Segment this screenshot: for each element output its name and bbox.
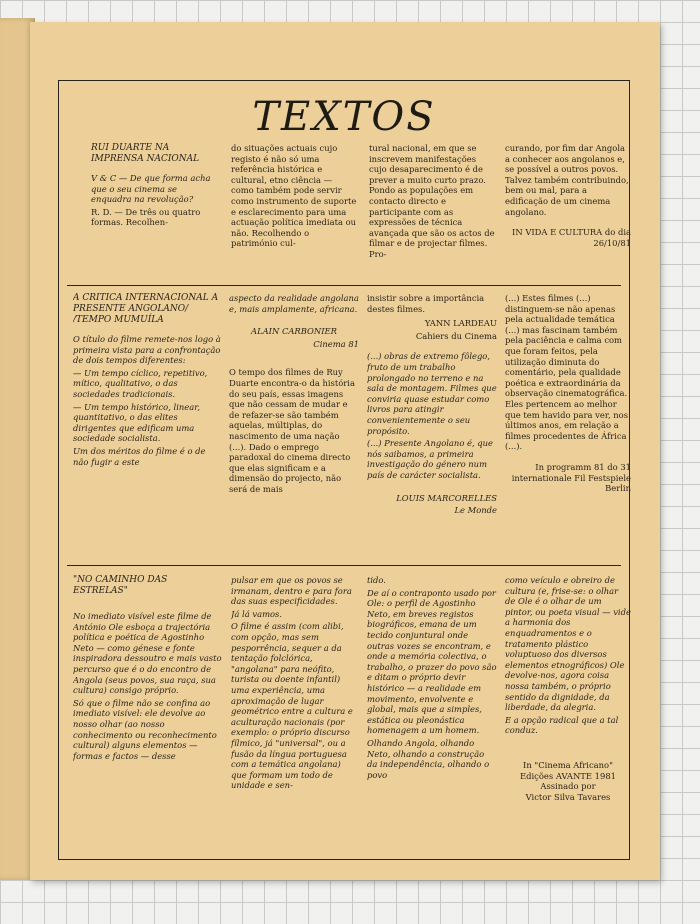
section1-heading: RUI DUARTE NA IMPRENSA NACIONAL — [91, 143, 200, 164]
section1-source: IN VIDA E CULTURA do dia 26/10/81 — [512, 227, 631, 248]
page-title: TEXTOS — [252, 94, 436, 140]
section1-col2-text: do situações actuais cujo registo é não só uma referência histórica e cultural, etno ciência — como também pode servir como instrumento de suporte e esclarecimento para uma actuação política imediata ou não. Recolhendo o património cul- — [231, 143, 357, 249]
magazine-page — [30, 22, 660, 880]
section3-col3 — [367, 575, 497, 782]
section1-col3-text: tural nacional, em que se inscrevem manifestações cujo desaparecimento é de prever a muito curto prazo. Pondo as populações em contacto directo e participante com as expressões de técnica avançada que são os actos de filmar e de projectar filmes. Pro- — [369, 143, 495, 259]
section2-col3-top: insistir sobre a importância destes filmes. — [367, 293, 485, 314]
divider — [67, 285, 621, 286]
section3-col1-p2: Só que o filme não se confina ao imediato visível: ele devolve ao nosso olhar (ao nosso conhecimento ou reconhecimento cultural) alguns elementos — formas e factos — desse — [73, 697, 217, 761]
section3-source-line2: Edições AVANTE 1981 — [520, 770, 616, 781]
section3-col1 — [73, 575, 223, 763]
section2-col2 — [229, 293, 359, 497]
section2-author2: YANN LARDEAU — [424, 318, 497, 329]
section2-col3 — [367, 293, 497, 518]
section2-col1 — [73, 293, 223, 469]
section3-col2-p3: O filme é assim (com alibi, com opção, mas sem pesporrência, sequer a da tentação folclórica, "angolana" para neófito, turista ou doente infantil) uma experiência, uma aproximação de lugar geométrico entre a cultura e aculturação nacionais (por exemplo: o próprio discurso fílmico, já "universal", ou a fusão da língua portuguesa com a temática angolana) que formam um todo de unidade e sen- — [231, 621, 353, 791]
section1-question: V & C — De que forma acha que o seu cinema se enquadra na revolução? — [91, 173, 211, 205]
section3-col4 — [505, 575, 631, 802]
section3-col3-p2: De aí o contraponto usado por Ole: o perfil de Agostinho Neto, em breves registos biográficos, emana de um tecido conjuntural onde outras vozes se encontram, e onde a memória colectiva, o trabalho, o prazer do povo são e ditam o próprio devir histórico — a realidade em movimento, envolvente e global, mais que a simples, estática ou pleonástica homenagem a um homem. — [367, 587, 497, 736]
section3-col2-p1: pulsar em que os povos se irmanam, dentro e para fora das suas especificidades. — [231, 575, 352, 607]
section2-col1-p4: Um dos méritos do filme é o de não fugir a este — [73, 445, 206, 467]
section1-answer: R. D. — De três ou quatro formas. Recolhen- — [91, 206, 201, 228]
section2-col1-p3: — Um tempo histórico, linear, quantitativo, o das elites dirigentes que edificam uma sociedade socialista. — [73, 401, 200, 444]
section3-source-line3: Assinado por — [540, 781, 596, 792]
section1-col4 — [505, 143, 631, 250]
section2-source: In programm 81 do 31 internationale Fil Festspiele Berlin — [511, 461, 631, 494]
section1-col3 — [369, 143, 495, 262]
section2-col3-quote1: (...) obras de extremo fôlego, fruto de um trabalho prolongado no terreno e na sala de montagem. Filmes que conviria quase estudar como livros para atingir convenientemente o seu propósito. — [367, 351, 497, 436]
section3-col1-p1: No imediato visível este filme de António Ole esboça a trajectória política e poética de Agostinho Neto — como génese e fonte inspiradora dessoutro e mais vasto percurso que é o do encontro de Angola (seus povos, sua raça, sua cultura) consigo próprio. — [73, 611, 222, 696]
section2-col1-p1: O título do filme remete-nos logo à primeira vista para a confrontação de dois tempos diferentes: — [73, 334, 221, 366]
section3-heading: "NO CAMINHO DAS ESTRELAS" — [73, 575, 168, 596]
section3-col3-p3: Olhando Angola, olhando Neto, olhando a construção da independência, olhando o povo — [367, 737, 490, 780]
section2-heading: A CRÍTICA INTERNACIONAL A PRESENTE ANGOLANO/ /TEMPO MUMUÍLA — [73, 293, 219, 325]
section2-author1: ALAIN CARBONIER — [251, 326, 337, 337]
section3-col2-p2: Já lá vamos. — [231, 608, 283, 619]
section1-col2 — [231, 143, 357, 251]
section2-col4 — [505, 293, 631, 496]
section1-col4-text: curando, por fim dar Angola a conhecer aos angolanos e, se possível a outros povos. Talvez também contribuindo, bem ou mal, para a edificação de um cinema angolano. — [505, 143, 629, 217]
section2-pub1: Cinema 81 — [313, 338, 359, 349]
section2-pub3: Le Monde — [454, 505, 497, 516]
section2-author3: LOUIS MARCORELLES — [396, 492, 497, 503]
section3-col4-p1: como veículo e obreiro de cultura (e, frise-se: o olhar de Ole é o olhar de um pintor, ou poeta visual — vide a harmonia dos enquadramentos e o tratamento plástico voluptuoso dos diversos elementos etnográficos) Ole devolve-nos, agora coisa nossa também, o próprio sentido da dignidade, da liberdade, da alegria. — [505, 575, 631, 713]
section3-source-line4: Victor Silva Tavares — [525, 791, 611, 802]
section2-pub2: Cahiers du Cinema — [415, 330, 497, 341]
section1-col1 — [91, 143, 217, 230]
section3-col4-p2: E a opção radical que a tal conduz. — [505, 714, 619, 736]
section3-col2 — [231, 575, 359, 793]
section2-col2-quote: aspecto da realidade angolana e, mais amplamente, africana. — [229, 293, 359, 314]
section3-source-line1: In "Cinema Africano" — [523, 759, 613, 770]
section2-col3-quote2: (...) Presente Angolano é, que nós saibamos, a primeira investigação do género num país de carácter socialista. — [367, 438, 494, 480]
section2-col4-text: (...) Estes filmes (...) distinguem-se não apenas pela actualidade temática (...) mas fascinam também pela paciência e calma com que foram feitos, pela utilização diminuta do comentário, pela qualidade poética e extraordinária da observação cinematográfica. Eles pertencem ao melhor que tem havido para ver, nos últimos anos, em relação a filmes procedentes de África (...). — [505, 293, 629, 452]
divider — [67, 565, 621, 566]
section2-col2-body: O tempo dos filmes de Ruy Duarte encontra-o da história do seu país, essas imagens que não cessam de mudar e de refazer-se são também aquelas, múltiplas, do nascimento de uma nação (...). Dado o emprego paradoxal do cinema directo que elas significam e a dimensão do projecto, não será de mais — [229, 367, 355, 494]
section3-col3-p1: tido. — [367, 575, 386, 585]
article-frame — [58, 80, 630, 860]
section2-col1-p2: — Um tempo cíclico, repetitivo, mítico, qualitativo, o das sociedades tradicionais. — [73, 367, 208, 399]
